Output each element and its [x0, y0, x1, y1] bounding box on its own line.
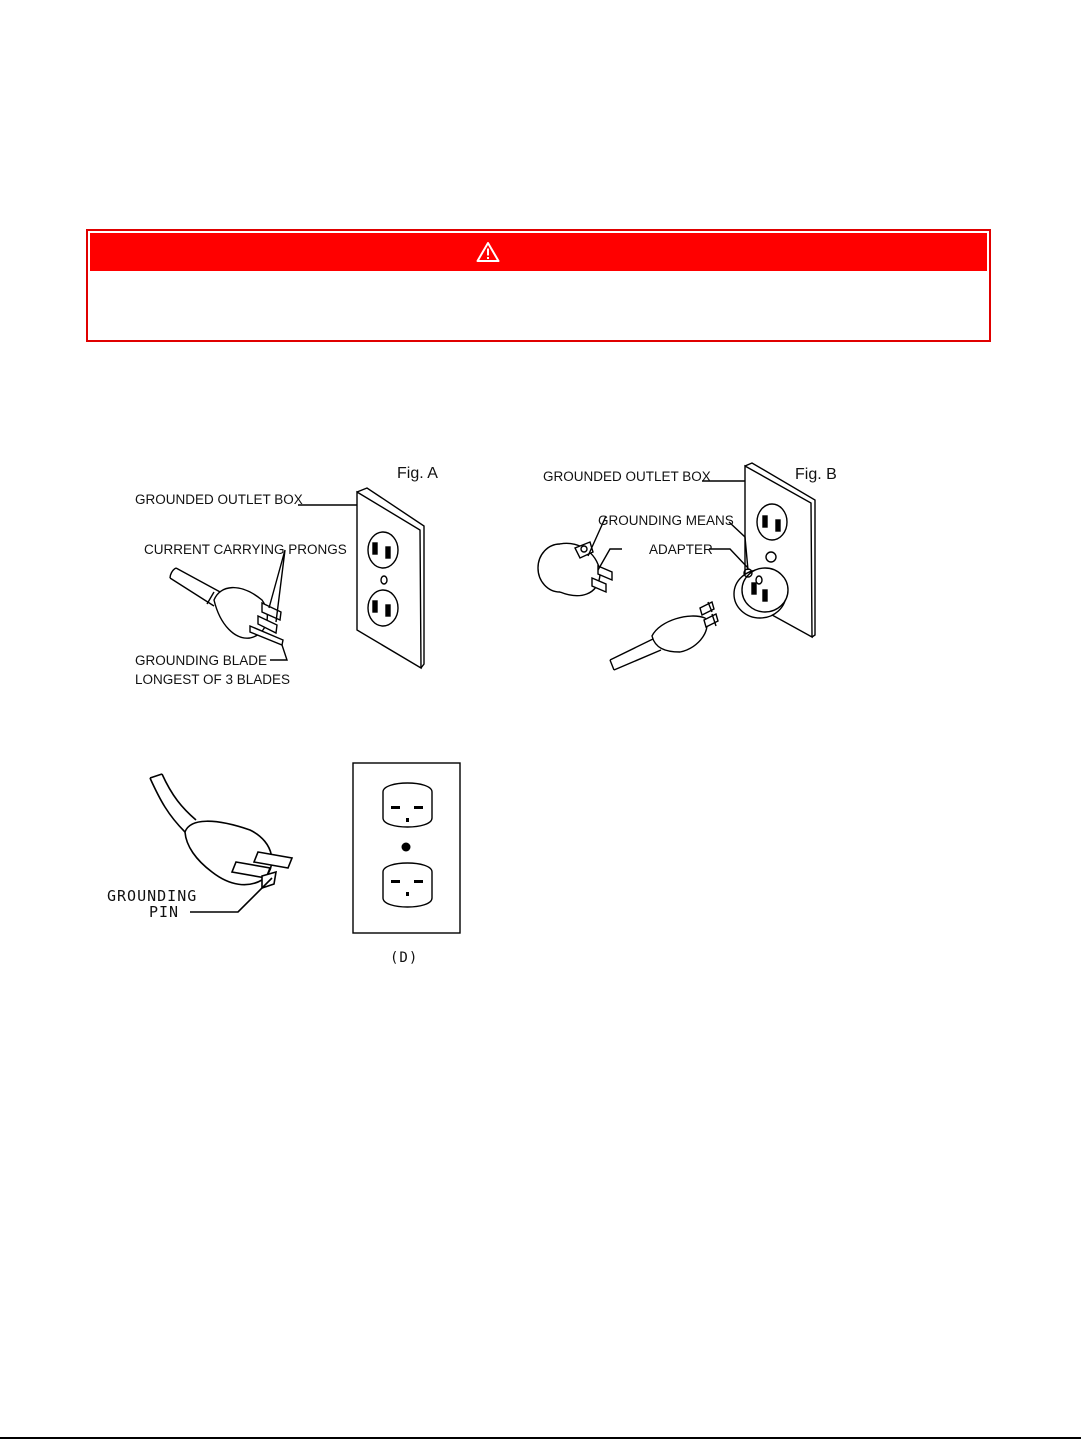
fig-a-prongs-label: CURRENT CARRYING PRONGS	[144, 542, 347, 557]
fig-b-grounding-means-label: GROUNDING MEANS	[598, 513, 734, 528]
fig-c-pin-label-1: GROUNDING	[107, 887, 198, 905]
fig-b-adapter-label: ADAPTER	[649, 542, 713, 557]
footer-rule	[0, 1437, 1081, 1439]
fig-a-blade-label-1: GROUNDING BLADE	[135, 653, 268, 668]
fig-a-title: Fig. A	[397, 465, 438, 482]
fig-b-title: Fig. B	[795, 466, 837, 483]
fig-b-outlet-box-label: GROUNDED OUTLET BOX	[543, 469, 711, 484]
fig-d-caption: (D)	[390, 950, 419, 966]
fig-a-outlet-box-label: GROUNDED OUTLET BOX	[135, 492, 303, 507]
fig-c-pin-label-2: PIN	[149, 903, 180, 921]
fig-a-blade-label-2: LONGEST OF 3 BLADES	[135, 672, 291, 687]
